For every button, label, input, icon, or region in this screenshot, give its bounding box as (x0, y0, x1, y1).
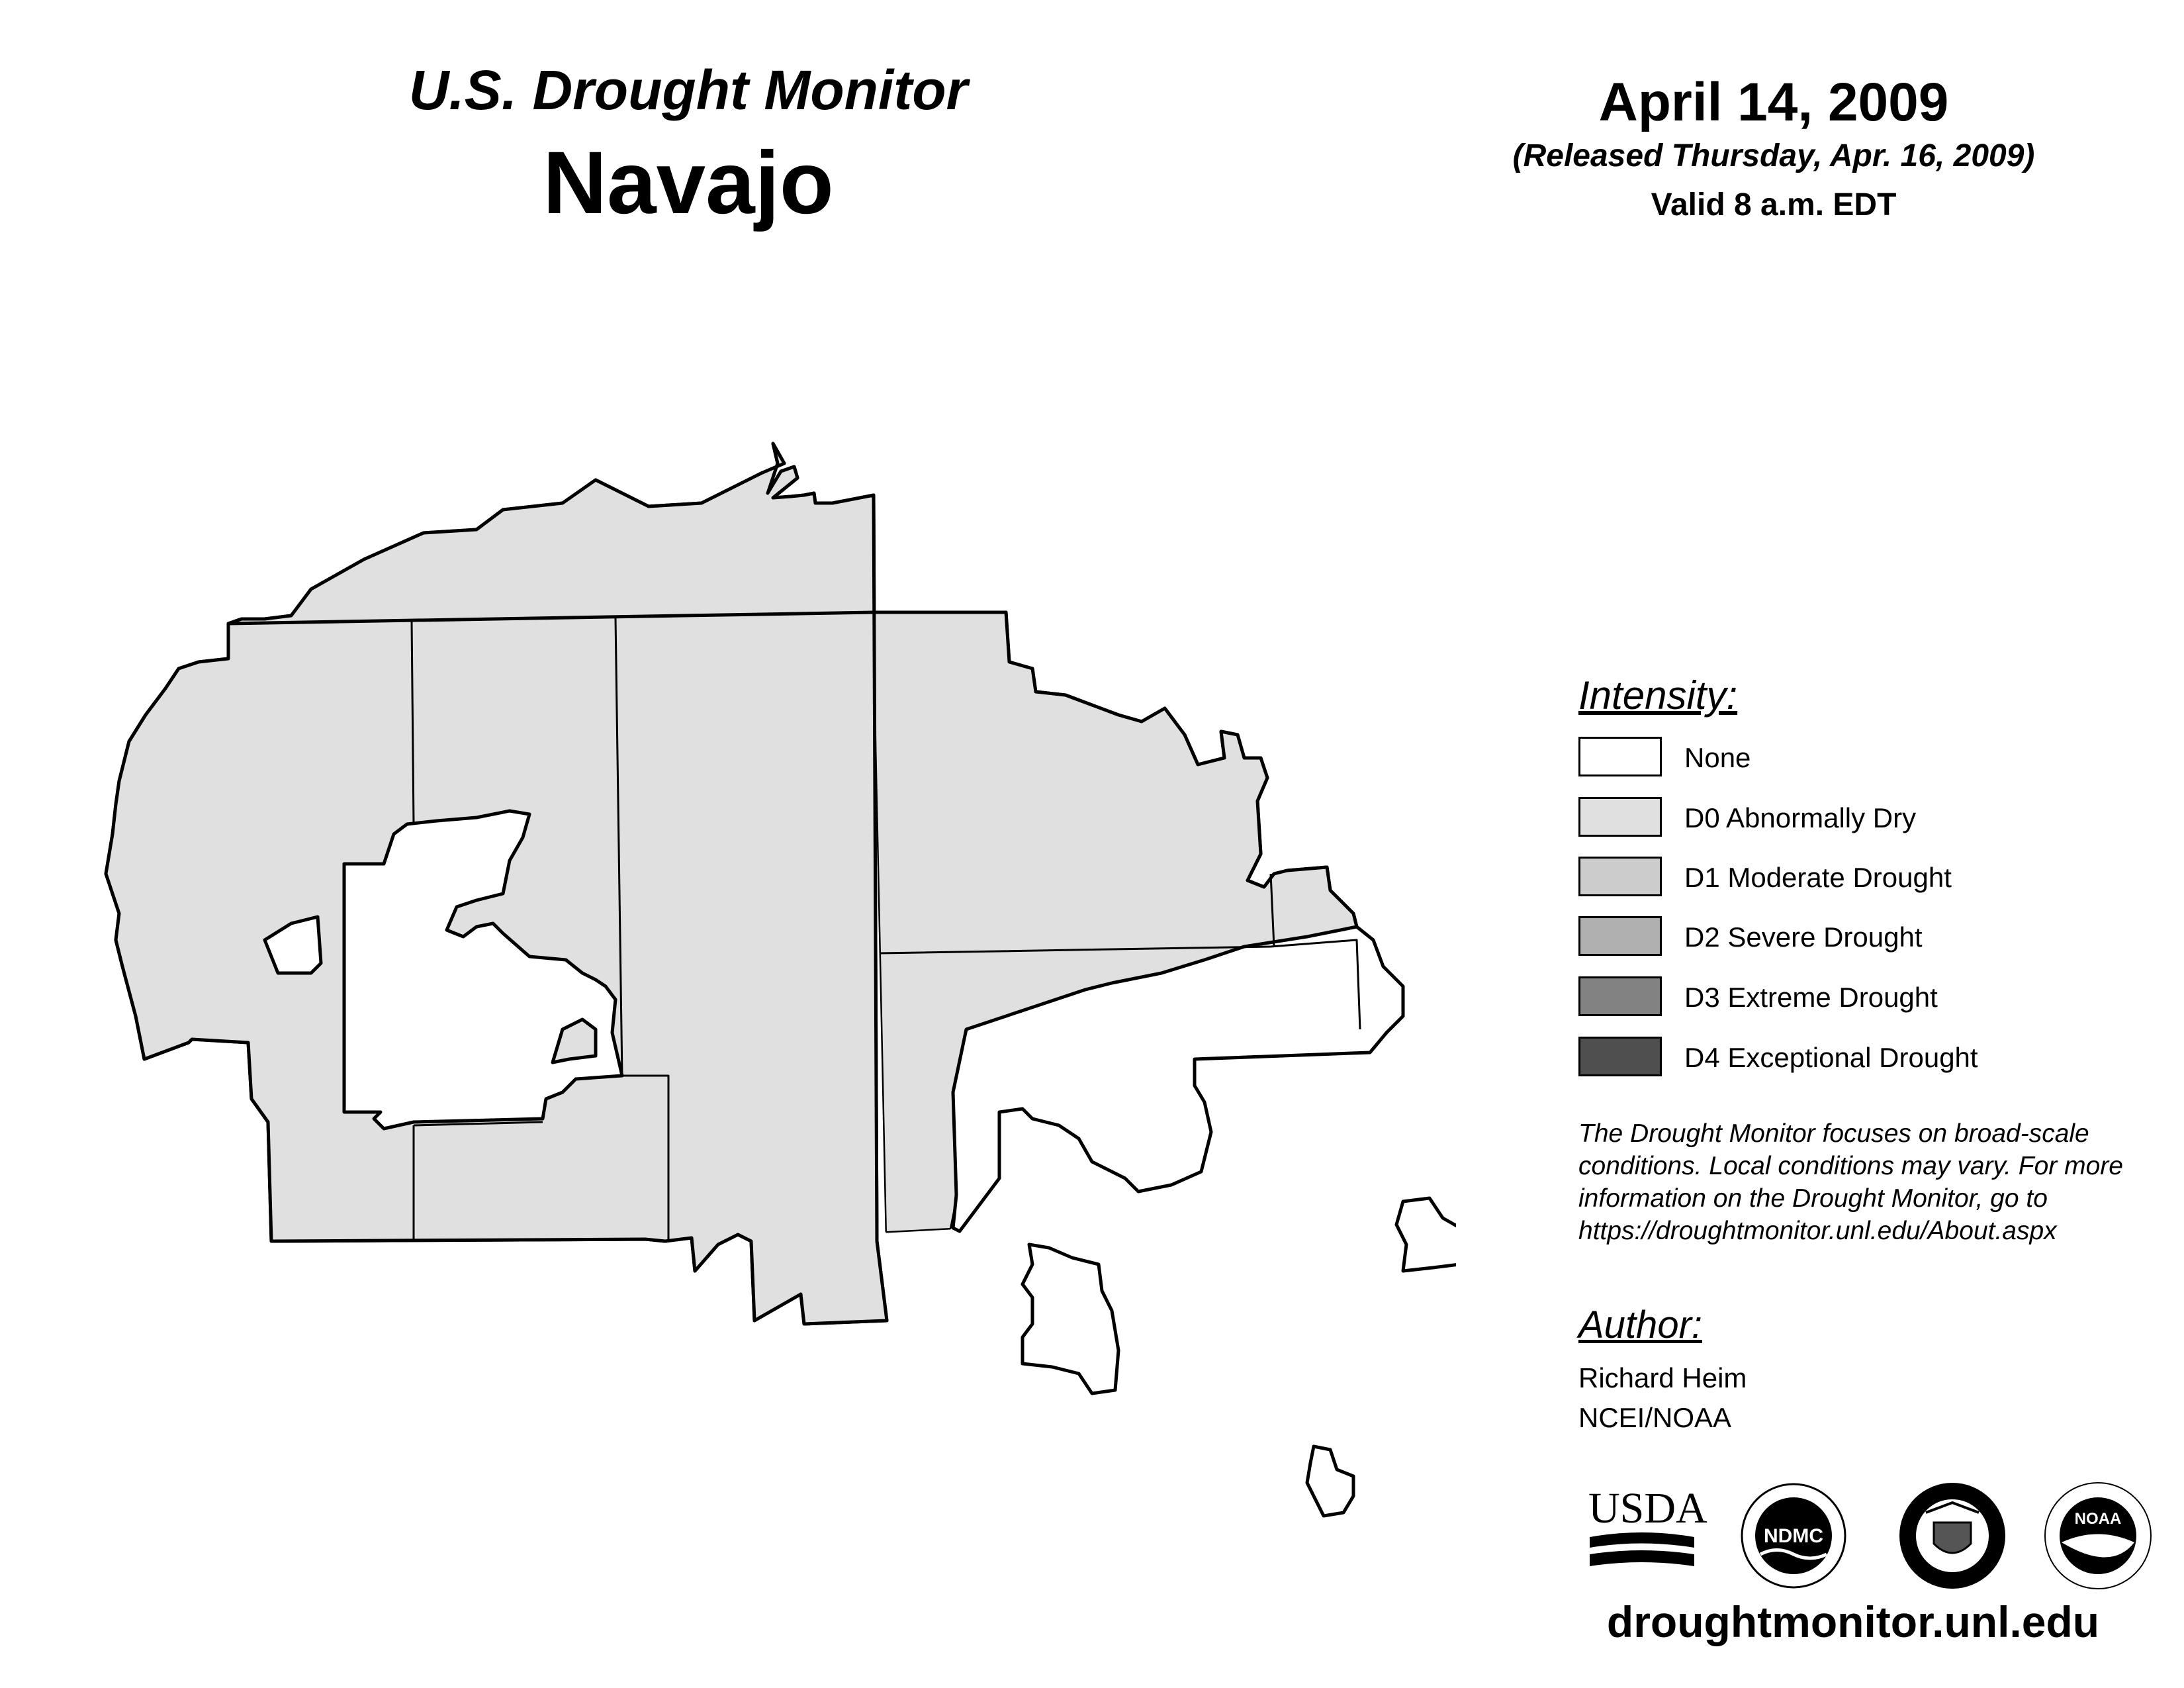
legend-swatch (1578, 797, 1662, 837)
legend-swatch (1578, 976, 1662, 1016)
island-2 (1396, 1198, 1456, 1271)
island-3 (1307, 1446, 1353, 1516)
noaa-text: NOAA (2074, 1510, 2122, 1528)
usda-logo (1588, 1484, 1707, 1566)
usda-text: USDA (1588, 1484, 1707, 1532)
author-name: Richard Heim (1578, 1362, 1747, 1393)
legend-item-d1 (1578, 857, 2174, 899)
legend-item-d0 (1578, 797, 2174, 839)
author-title: Author: (1578, 1303, 1702, 1346)
noaa-logo (2045, 1483, 2151, 1589)
legend-item-d2 (1578, 916, 2174, 959)
release-date: (Released Thursday, Apr. 16, 2009) (1512, 138, 2035, 173)
legend-title: Intensity: (1578, 673, 1738, 718)
legend-item-none (1578, 737, 2174, 779)
legend-label: D4 Exceptional Drought (1684, 1042, 1978, 1073)
legend-swatch (1578, 1037, 1662, 1076)
legend-swatch (1578, 737, 1662, 776)
disclaimer-note: The Drought Monitor focuses on broad-scale conditions. Local conditions may vary. For more information on the Drought Monitor, go to https://droughtmonitor.unl.edu/About.aspx (1578, 1119, 2123, 1245)
legend-swatch (1578, 857, 1662, 896)
ndmc-logo (1742, 1484, 1845, 1587)
map-date: April 14, 2009 (1598, 72, 1949, 132)
commerce-seal-icon (1899, 1483, 2005, 1589)
legend-label: D1 Moderate Drought (1684, 862, 1952, 893)
legend-swatch (1578, 916, 1662, 956)
legend-label: D3 Extreme Drought (1684, 982, 1938, 1013)
website-link[interactable]: droughtmonitor.unl.edu (1606, 1597, 2100, 1646)
legend-item-d4 (1578, 1037, 2174, 1079)
author-org: NCEI/NOAA (1578, 1402, 1732, 1433)
partner-logos (1588, 1476, 2158, 1595)
legend-label: D2 Severe Drought (1684, 921, 1923, 953)
island-1 (1023, 1244, 1118, 1393)
ndmc-text: NDMC (1764, 1525, 1823, 1547)
legend-label: D0 Abnormally Dry (1684, 802, 1917, 833)
legend-label: None (1684, 742, 1751, 773)
legend-item-d3 (1578, 976, 2174, 1019)
map-title: U.S. Drought Monitor (408, 59, 968, 121)
valid-time: Valid 8 a.m. EDT (1651, 187, 1897, 222)
region-title: Navajo (543, 134, 834, 232)
